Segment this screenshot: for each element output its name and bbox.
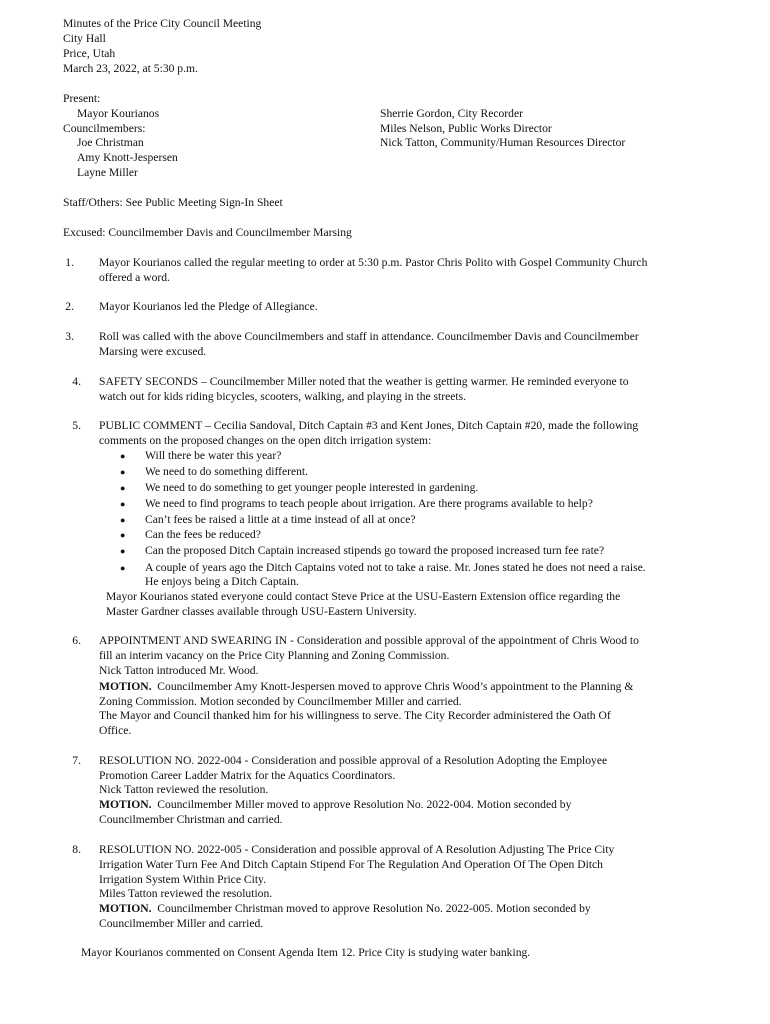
item-text: APPOINTMENT AND SWEARING IN - Consideration and possible approval of the appointment of Chris Wood to bbox=[99, 634, 639, 647]
item-text: Nick Tatton introduced Mr. Wood. bbox=[99, 664, 259, 677]
meeting-location: City Hall bbox=[63, 32, 106, 45]
motion-text: Councilmember Amy Knott-Jespersen moved to approve Chris Wood’s appointment to the Planning & bbox=[157, 680, 634, 693]
present-label: Present: bbox=[63, 92, 101, 105]
staff-member: Miles Nelson, Public Works Director bbox=[380, 122, 552, 135]
motion-text: Councilmember Miller moved to approve Resolution No. 2022-004. Motion seconded by bbox=[157, 798, 572, 811]
item-text: Irrigation System Within Price City. bbox=[99, 873, 266, 886]
closing-note: Mayor Kourianos commented on Consent Agenda Item 12. Price City is studying water banking. bbox=[81, 946, 531, 959]
motion-label: MOTION. bbox=[99, 798, 152, 811]
item-number: 5. bbox=[72, 419, 81, 432]
motion-label: MOTION. bbox=[99, 680, 152, 693]
staff-member: Sherrie Gordon, City Recorder bbox=[380, 107, 523, 120]
mayor-name: Mayor Kourianos bbox=[77, 107, 160, 120]
item-text: Miles Tatton reviewed the resolution. bbox=[99, 887, 273, 900]
meeting-city: Price, Utah bbox=[63, 47, 116, 60]
item-text: Nick Tatton reviewed the resolution. bbox=[99, 783, 269, 796]
item-number: 2. bbox=[65, 300, 74, 313]
motion-label: MOTION. bbox=[99, 902, 152, 915]
motion-text: Councilmember Christman moved to approve Resolution No. 2022-005. Motion seconded by bbox=[157, 902, 591, 915]
staff-member: Nick Tatton, Community/Human Resources Director bbox=[380, 136, 626, 149]
bullet-icon: ● bbox=[120, 515, 126, 525]
item-number: 6. bbox=[72, 634, 81, 647]
bullet-icon: ● bbox=[120, 483, 126, 493]
item-text: comments on the proposed changes on the open ditch irrigation system: bbox=[99, 434, 432, 447]
councilmember-name: Amy Knott-Jespersen bbox=[77, 151, 178, 164]
councilmembers-label: Councilmembers: bbox=[63, 122, 146, 135]
staff-others: Staff/Others: See Public Meeting Sign-In Sheet bbox=[63, 196, 283, 209]
motion-line bbox=[99, 679, 633, 694]
bullet-icon: ● bbox=[120, 546, 126, 556]
motion-line bbox=[99, 797, 571, 812]
bullet-item: Can the fees be reduced? bbox=[145, 528, 261, 541]
bullet-icon: ● bbox=[120, 499, 126, 509]
item-text: Zoning Commission. Motion seconded by Councilmember Miller and carried. bbox=[99, 695, 462, 708]
item-number: 8. bbox=[72, 843, 81, 856]
item-text: offered a word. bbox=[99, 271, 170, 284]
bullet-item-continuation: He enjoys being a Ditch Captain. bbox=[145, 575, 299, 588]
bullet-icon: ● bbox=[120, 563, 126, 573]
bullet-item: Will there be water this year? bbox=[145, 449, 282, 462]
councilmember-name: Joe Christman bbox=[77, 136, 144, 149]
item-text: Councilmember Miller and carried. bbox=[99, 917, 264, 930]
item-text: PUBLIC COMMENT – Cecilia Sandoval, Ditch Captain #3 and Kent Jones, Ditch Captain #20, made the following bbox=[99, 419, 639, 432]
item-text: fill an interim vacancy on the Price City Planning and Zoning Commission. bbox=[99, 649, 450, 662]
item-number: 4. bbox=[72, 375, 81, 388]
item-text: Mayor Kourianos called the regular meeting to order at 5:30 p.m. Pastor Chris Polito with Gospel Community Church bbox=[99, 256, 648, 269]
item-text: watch out for kids riding bicycles, scooters, walking, and playing in the streets. bbox=[99, 390, 467, 403]
item-text: Roll was called with the above Councilmembers and staff in attendance. Councilmember Davis and Councilmember bbox=[99, 330, 639, 343]
bullet-item: We need to do something to get younger people interested in gardening. bbox=[145, 481, 479, 494]
bullet-icon: ● bbox=[120, 467, 126, 477]
bullet-item: A couple of years ago the Ditch Captains voted not to take a raise. Mr. Jones stated he does not need a raise. bbox=[145, 561, 646, 574]
item-number: 1. bbox=[65, 256, 74, 269]
item-text: RESOLUTION NO. 2022-004 - Consideration and possible approval of a Resolution Adopting the Employee bbox=[99, 754, 608, 767]
item-text: Marsing were excused. bbox=[99, 345, 207, 358]
document-title: Minutes of the Price City Council Meeting bbox=[63, 17, 262, 30]
bullet-icon: ● bbox=[120, 451, 126, 461]
item-text: The Mayor and Council thanked him for his willingness to serve. The City Recorder administered the Oath Of bbox=[99, 709, 611, 722]
item-number: 7. bbox=[72, 754, 81, 767]
bullet-item: Can the proposed Ditch Captain increased stipends go toward the proposed increased turn fee rate? bbox=[145, 544, 605, 557]
bullet-icon: ● bbox=[120, 530, 126, 540]
item-text: Councilmember Christman and carried. bbox=[99, 813, 283, 826]
meeting-datetime: March 23, 2022, at 5:30 p.m. bbox=[63, 62, 198, 75]
bullet-item: Can’t fees be raised a little at a time instead of all at once? bbox=[145, 513, 416, 526]
item-text: Master Gardner classes available through USU-Eastern University. bbox=[106, 605, 417, 618]
item-text: SAFETY SECONDS – Councilmember Miller noted that the weather is getting warmer. He reminded everyone to bbox=[99, 375, 629, 388]
item-text: Promotion Career Ladder Matrix for the Aquatics Coordinators. bbox=[99, 769, 396, 782]
councilmember-name: Layne Miller bbox=[77, 166, 138, 179]
bullet-item: We need to do something different. bbox=[145, 465, 309, 478]
item-text: Office. bbox=[99, 724, 132, 737]
motion-line bbox=[99, 901, 591, 916]
excused-line: Excused: Councilmember Davis and Councilmember Marsing bbox=[63, 226, 352, 239]
bullet-item: We need to find programs to teach people about irrigation. Are there programs available to help? bbox=[145, 497, 593, 510]
item-number: 3. bbox=[65, 330, 74, 343]
item-text: Mayor Kourianos led the Pledge of Allegiance. bbox=[99, 300, 318, 313]
item-text: Mayor Kourianos stated everyone could contact Steve Price at the USU-Eastern Extension office regarding the bbox=[106, 590, 621, 603]
item-text: RESOLUTION NO. 2022-005 - Consideration and possible approval of A Resolution Adjusting The Price City bbox=[99, 843, 615, 856]
item-text: Irrigation Water Turn Fee And Ditch Captain Stipend For The Regulation And Operation Of The Open Ditch bbox=[99, 858, 603, 871]
